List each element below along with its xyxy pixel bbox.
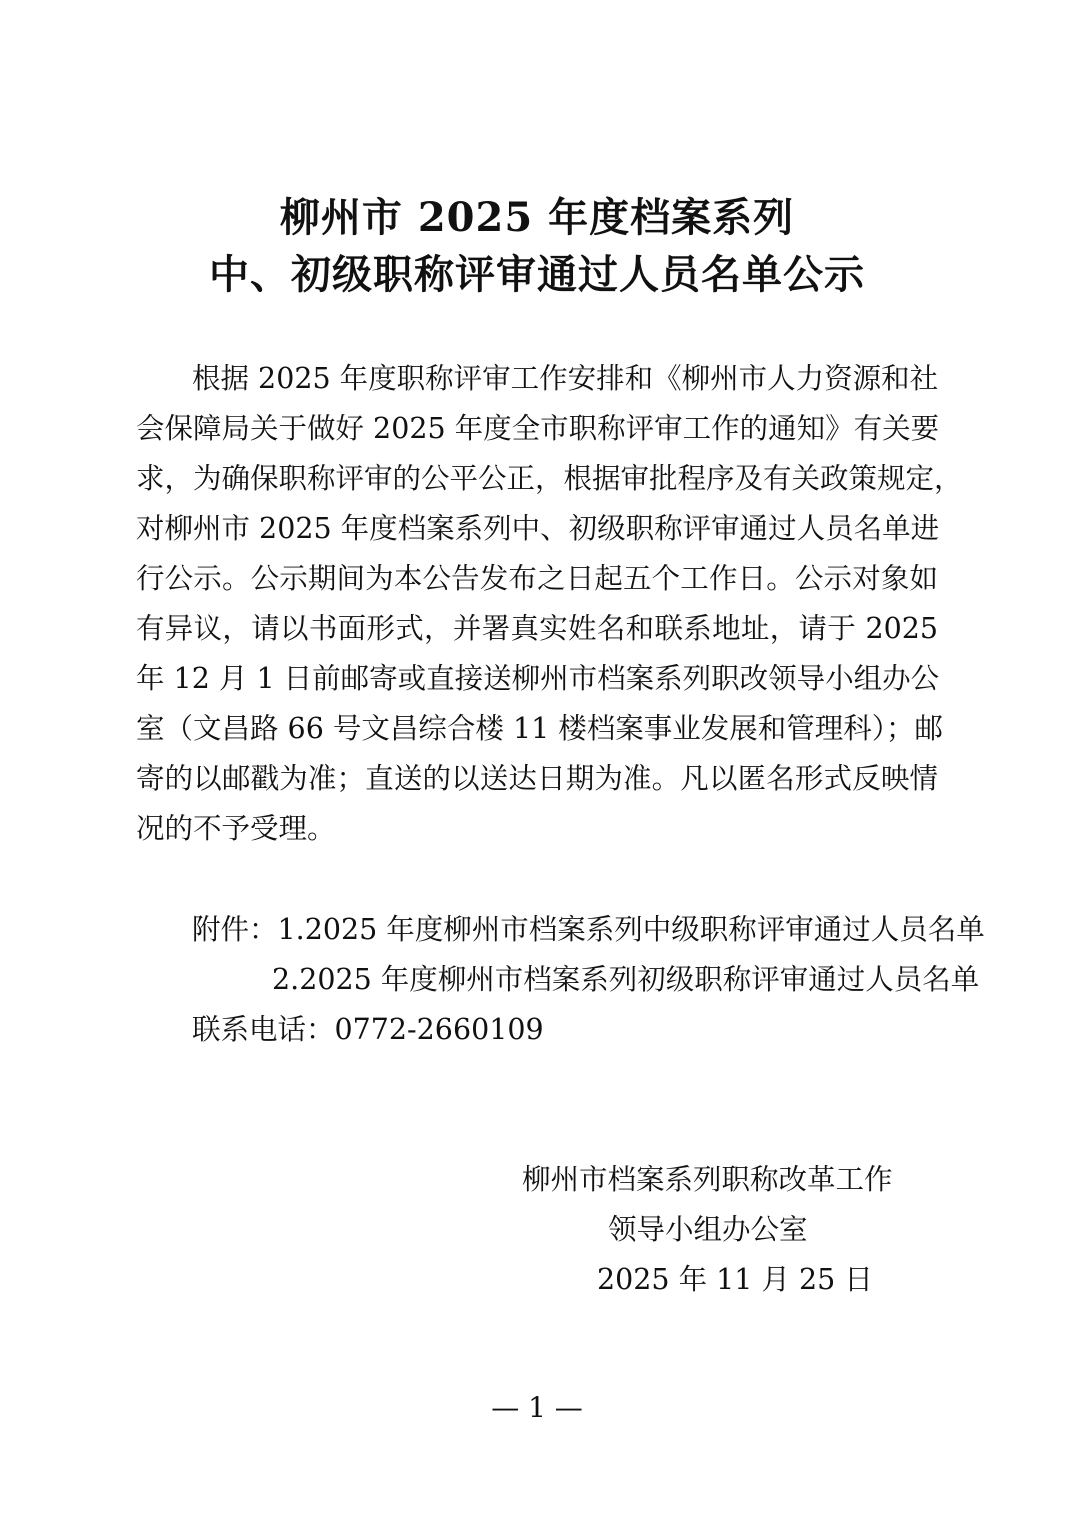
body-line-10: 况的不予受理。 [136,812,336,845]
body-line-3: 求，为确保职称评审的公平公正，根据审批程序及有关政策规定， [136,462,963,495]
title-line-1: 柳州市 2025 年度档案系列 [279,194,795,241]
attachment-item-1: 1.2025 年度柳州市档案系列中级职称评审通过人员名单 [277,913,985,946]
contact-line [192,1010,938,1050]
body-line-2: 会保障局关于做好 2025 年度全市职称评审工作的通知》有关要 [136,412,940,445]
contact-phone: 0772-2660109 [334,1013,544,1046]
attachment-item-2: 2.2025 年度柳州市档案系列初级职称评审通过人员名单 [272,963,980,996]
signature-date: 2025 年 11 月 25 日 [597,1263,873,1296]
title-line-2: 中、初级职称评审通过人员名单公示 [209,251,865,298]
attachment-label: 附件： [192,913,278,946]
body-line-7: 年 12 月 1 日前邮寄或直接送柳州市档案系列职改领导小组办公 [136,662,940,695]
body-line-6: 有异议，请以书面形式，并署真实姓名和联系地址，请于 2025 [136,612,938,645]
attachment-line-1 [192,910,985,950]
body-line-9: 寄的以邮戳为准；直送的以送达日期为准。凡以匿名形式反映情 [136,762,938,795]
body-line-4: 对柳州市 2025 年度档案系列中、初级职称评审通过人员名单进 [136,512,940,545]
contact-label: 联系电话： [192,1013,335,1046]
page-number: — 1 — [491,1391,583,1424]
signature-org-line-1: 柳州市档案系列职称改革工作 [522,1163,893,1196]
body-line-5: 行公示。公示期间为本公告发布之日起五个工作日。公示对象如 [136,562,938,595]
body-line-8: 室（文昌路 66 号文昌综合楼 11 楼档案事业发展和管理科）；邮 [136,712,944,745]
body-line-1: 根据 2025 年度职称评审工作安排和《柳州市人力资源和社 [192,362,939,395]
signature-org-line-2: 领导小组办公室 [608,1213,808,1246]
